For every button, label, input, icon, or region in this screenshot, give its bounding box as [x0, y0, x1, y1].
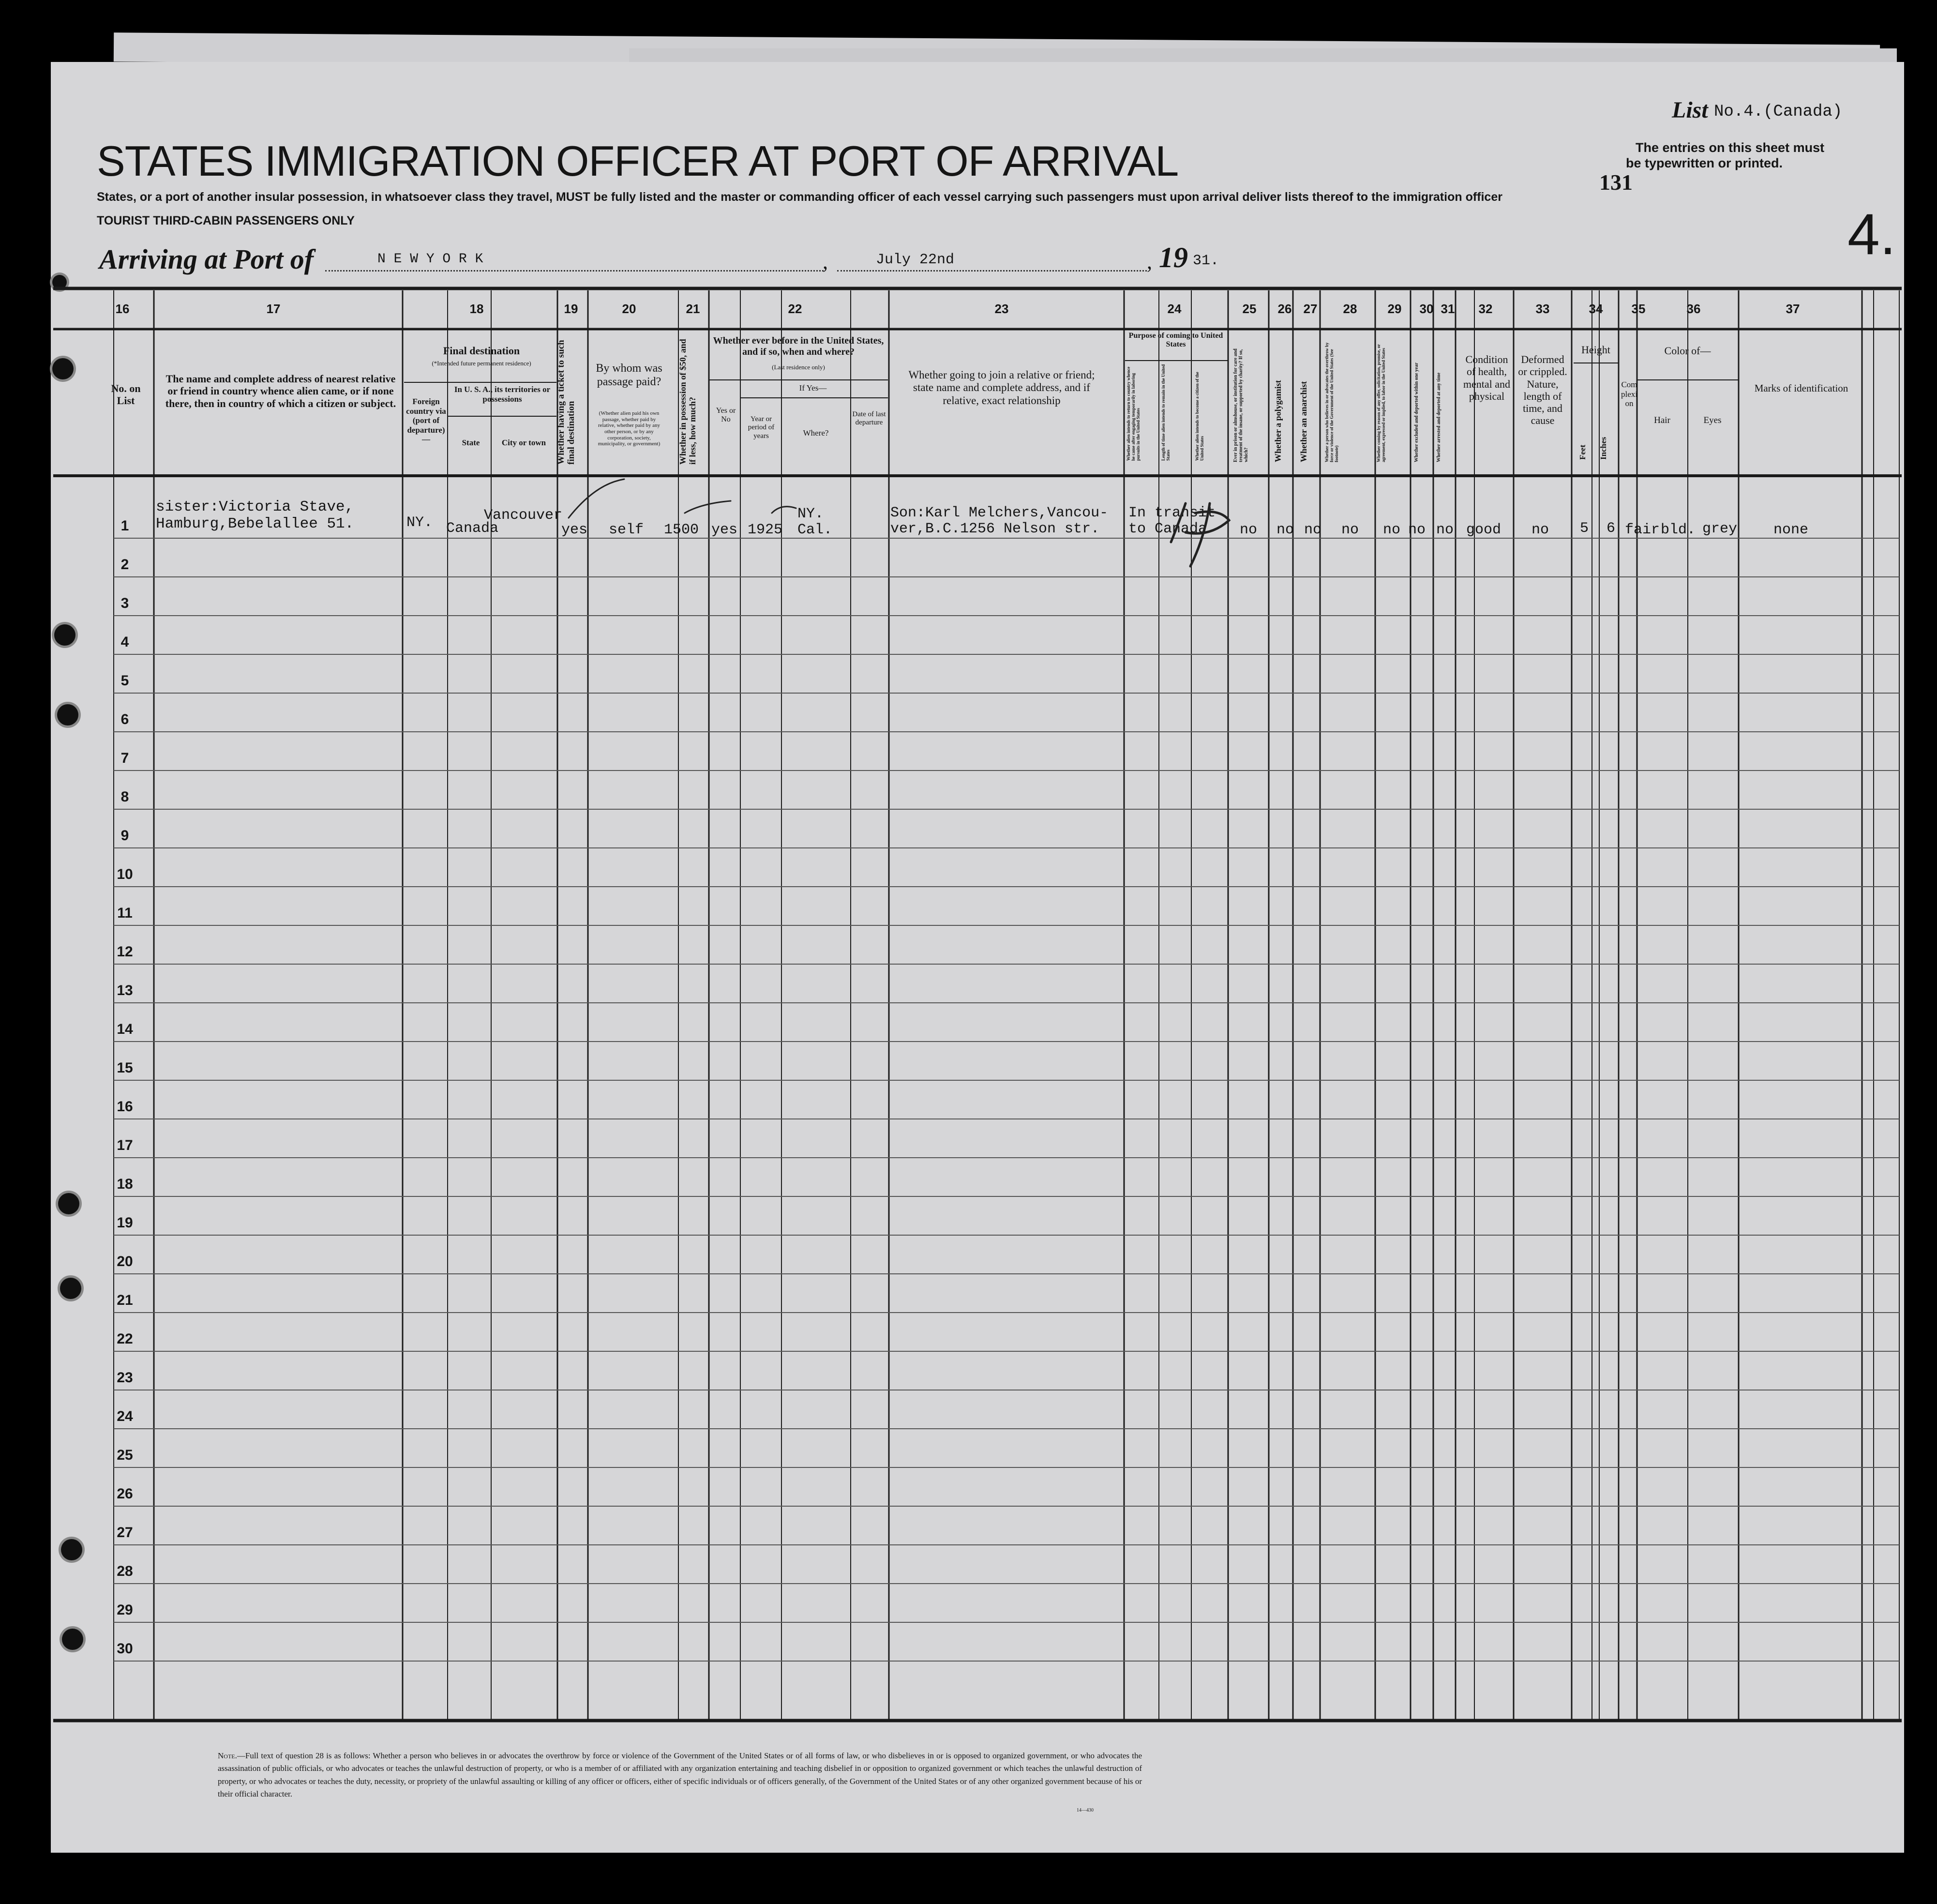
header-city: City or town	[501, 438, 546, 447]
page-stamp: 131	[1599, 170, 1633, 195]
header-purpose-return: Whether alien intends to return to country whence he came after engaging temporarily in laboring pursuits in the United States	[1126, 366, 1141, 461]
header-yes-no: Yes or No	[716, 407, 736, 424]
cell-prison: no	[1240, 522, 1258, 538]
footnote-text: —Full text of question 28 is as follows: Whether a person who believes in or advocates the overthrow by force or violence of the Government of the United States or of all forms of law, or who disbelieves in or is opposed to organized government, or who advocates the assassination of public officials, or who advocates or teaches the unlawful destruction of property, or who is a member of or affiliated with any organization entertaining and teaching disbelief in or opposition to organized government or which teaches the unlawful destruction of property, or who advocates or teaches the duty, necessity, or propriety of the unlawful assaulting or killing of any officer or officers, either of specific individuals or of officers generally, of the Government of the United States or of any other organized government because of his or their official character.	[218, 1751, 1142, 1799]
colnum-32: 32	[1478, 302, 1493, 316]
cell-feet: 5	[1580, 520, 1589, 537]
header-ticket: Whether having a ticket to such final destination	[556, 340, 576, 465]
row-number: 22	[117, 1331, 133, 1347]
row-number: 18	[117, 1176, 133, 1192]
port-value: N E W Y O R K	[377, 252, 483, 267]
header-anarchist: Whether an anarchist	[1299, 381, 1308, 462]
row-number: 10	[117, 866, 133, 882]
header-final-destination-note: (*Intended future permanent residence)	[432, 360, 531, 367]
header-year: Year or period of years	[748, 415, 775, 440]
arriving-label: Arriving at Port of	[99, 243, 314, 275]
cell-relative-line-2: Hamburg,Bebelallee 51.	[156, 515, 354, 532]
cell-relative-line-1: sister:Victoria Stave,	[156, 499, 354, 515]
header-money: Whether in possession of $50, and if less, how much?	[678, 339, 697, 465]
colnum-21: 21	[686, 302, 700, 316]
header-eyes: Eyes	[1703, 415, 1722, 425]
colnum-37: 37	[1786, 302, 1800, 316]
comma-1: ,	[823, 250, 828, 273]
row-number: 11	[117, 905, 133, 921]
header-if-yes: If Yes—	[799, 383, 827, 393]
cell-anarchist: no	[1304, 522, 1322, 538]
row-number: 7	[120, 750, 129, 766]
row-number: 21	[117, 1292, 133, 1308]
cell-marks: none	[1773, 522, 1809, 538]
colnum-18: 18	[469, 302, 484, 316]
cell-overthrow: no	[1341, 522, 1359, 538]
year-prefix: 19	[1159, 242, 1188, 273]
colnum-22: 22	[788, 302, 802, 316]
header-final-destination: Final destination	[443, 345, 520, 357]
cell-purpose-2: to Canada	[1128, 521, 1207, 537]
cell-before-year: 1925	[748, 522, 783, 538]
list-label: List	[1672, 97, 1708, 123]
cell-paid-by: self	[609, 522, 644, 538]
row-number: 25	[117, 1447, 133, 1463]
cell-money: 1500	[664, 522, 699, 538]
header-complexion: Complexion	[1621, 380, 1637, 408]
colnum-29: 29	[1387, 302, 1402, 316]
header-height: Height	[1581, 344, 1610, 356]
header-prison: Ever in prison or almshouse, or institution for care and treatment of the insane, or supported by charity? If so, which?	[1233, 348, 1249, 462]
colnum-16: 16	[115, 302, 130, 316]
header-joining: Whether going to join a relative or friend; state name and complete address, and if relative, exact relationship	[908, 369, 1095, 407]
footnote	[218, 1750, 1142, 1800]
row-number: 26	[117, 1486, 133, 1502]
row-number: 16	[117, 1099, 133, 1115]
row-number: 30	[117, 1641, 133, 1657]
header-deformed: Deformed or crippled. Nature, length of time, and cause	[1518, 353, 1567, 427]
cell-health: good	[1466, 522, 1502, 538]
form-title: STATES IMMIGRATION OFFICER AT PORT OF ARRIVAL	[97, 137, 1179, 185]
colnum-24: 24	[1167, 302, 1182, 316]
colnum-27: 27	[1303, 302, 1318, 316]
header-arrested: Whether arrested and deported at any time	[1436, 372, 1441, 462]
row-number: 2	[120, 557, 129, 573]
comma-2: ,	[1147, 250, 1152, 273]
header-passage-paid: By whom was passage paid?	[596, 362, 662, 388]
row-number: 3	[120, 595, 129, 611]
colnum-35: 35	[1631, 302, 1646, 316]
header-date-departure: Date of last departure	[852, 410, 886, 427]
cell-joining-2: ver,B.C.1256 Nelson str.	[890, 521, 1100, 537]
colnum-17: 17	[266, 302, 281, 316]
colnum-36: 36	[1686, 302, 1701, 316]
cell-joining-1: Son:Karl Melchers,Vancou-	[890, 505, 1109, 521]
colnum-28: 28	[1343, 302, 1357, 316]
check-mark	[685, 501, 731, 513]
check-mark	[772, 507, 796, 513]
colnum-34: 34	[1589, 302, 1603, 316]
colnum-33: 33	[1535, 302, 1550, 316]
cell-eyes: grey	[1702, 521, 1738, 537]
cell-inches: 6	[1607, 520, 1616, 537]
cell-before-where-1: NY.	[797, 506, 824, 522]
header-purpose: Purpose of coming to United States	[1128, 332, 1223, 349]
colnum-20: 20	[622, 302, 636, 316]
row-number: 17	[117, 1137, 133, 1153]
row-number: 23	[117, 1370, 133, 1386]
cell-deformed: no	[1532, 522, 1549, 538]
header-in-usa: In U. S. A., its territories or possessions	[454, 385, 551, 404]
colnum-25: 25	[1242, 302, 1257, 316]
cell-foreign-via: NY.	[406, 514, 433, 531]
header-purpose-citizen: Whether alien intends to become a citizen of the United States	[1195, 372, 1204, 461]
cell-ticket: yes	[561, 522, 588, 538]
row-number: 13	[117, 982, 133, 998]
header-overthrow: Whether a person who believes in or advocates the overthrow by force or violence of the Government of the United States (See footnote)	[1324, 342, 1339, 462]
cell-complexion: fair	[1625, 522, 1660, 538]
colnum-26: 26	[1277, 302, 1292, 316]
form-number: 14—430	[1077, 1808, 1094, 1813]
cell-state: Canada	[446, 520, 499, 537]
year-suffix: 31.	[1193, 253, 1219, 269]
row-number: 12	[117, 944, 133, 960]
cell-before-where-2: Cal.	[797, 522, 833, 538]
row-number: 27	[117, 1525, 133, 1541]
header-feet: Feet	[1578, 444, 1587, 460]
row-number: 19	[117, 1215, 133, 1231]
row-number: 20	[117, 1254, 133, 1269]
cell-purpose-1: In transit	[1128, 505, 1216, 521]
cell-excluded: no	[1408, 522, 1426, 538]
header-ever-before: Whether ever before in the United States, and if so, when and where?	[713, 335, 884, 357]
header-last-residence: (Last residence only)	[772, 363, 825, 371]
header-marks: Marks of identification	[1754, 382, 1848, 394]
instruction-line-1: The entries on this sheet must	[1636, 140, 1825, 155]
row-number: 8	[120, 789, 129, 805]
header-excluded: Whether excluded and deported within one year	[1414, 363, 1419, 462]
row-number: 9	[120, 828, 129, 844]
header-health: Condition of health, mental and physical	[1463, 353, 1511, 402]
header-polygamist: Whether a polygamist	[1273, 380, 1283, 462]
check-mark	[569, 479, 624, 518]
row-number: 28	[117, 1563, 133, 1579]
scribble-mark	[1171, 503, 1229, 566]
colnum-30: 30	[1419, 302, 1434, 316]
row-number: 24	[117, 1408, 133, 1424]
colnum-19: 19	[564, 302, 578, 316]
header-passage-note: (Whether alien paid his own passage, whether paid by relative, whether paid by any other person, or by any corporation, society, municipality, or government)	[598, 410, 661, 447]
footnote-label: Note.	[218, 1751, 237, 1760]
header-foreign-country: Foreign country via (port of departure)—	[406, 397, 446, 444]
row-number: 15	[117, 1060, 133, 1076]
cell-before-yes: yes	[711, 522, 738, 538]
header-purpose-length: Length of time alien intends to remain in the United States	[1161, 364, 1171, 461]
cell-labor: no	[1383, 522, 1401, 538]
form-subtitle: States, or a port of another insular possession, in whatsoever class they travel, MUST be fully listed and the master or commanding officer of each vessel carrying such passengers must upon arrival deliver lists thereof to the immigration officer	[97, 190, 1502, 204]
row-number: 14	[117, 1021, 133, 1037]
header-where: Where?	[803, 428, 829, 438]
cell-polygamist: no	[1276, 522, 1294, 538]
instruction-line-2: be typewritten or printed.	[1626, 156, 1783, 170]
row-number: 4	[120, 634, 129, 650]
corner-number: 4.	[1847, 202, 1896, 267]
cell-city: Vancouver	[484, 507, 563, 524]
row-number: 29	[117, 1602, 133, 1618]
header-no-on-list: No. on List	[111, 382, 141, 407]
row-number: 6	[120, 711, 129, 727]
colnum-23: 23	[994, 302, 1009, 316]
cell-deported: no	[1436, 522, 1454, 538]
row-number: 1	[120, 518, 129, 534]
header-inches: Inches	[1599, 437, 1608, 460]
list-value: No.4.(Canada)	[1714, 103, 1843, 121]
header-nearest-relative: The name and complete address of nearest relative or friend in country whence alien came, or if none there, then in country of which a citizen or subject.	[165, 373, 396, 409]
header-hair: Hair	[1654, 415, 1670, 425]
class-line: TOURIST THIRD-CABIN PASSENGERS ONLY	[97, 214, 355, 227]
colnum-31: 31	[1441, 302, 1455, 316]
date-value: July 22nd	[876, 252, 955, 268]
header-color-of: Color of—	[1664, 345, 1711, 357]
header-labor: Whether coming by reason of any offer, solicitation, promise, or agreement, expressed or implied, to labor in the United States	[1376, 344, 1386, 462]
header-state: State	[462, 438, 480, 447]
cell-hair: bld.	[1661, 522, 1696, 538]
row-number: 5	[120, 673, 129, 689]
